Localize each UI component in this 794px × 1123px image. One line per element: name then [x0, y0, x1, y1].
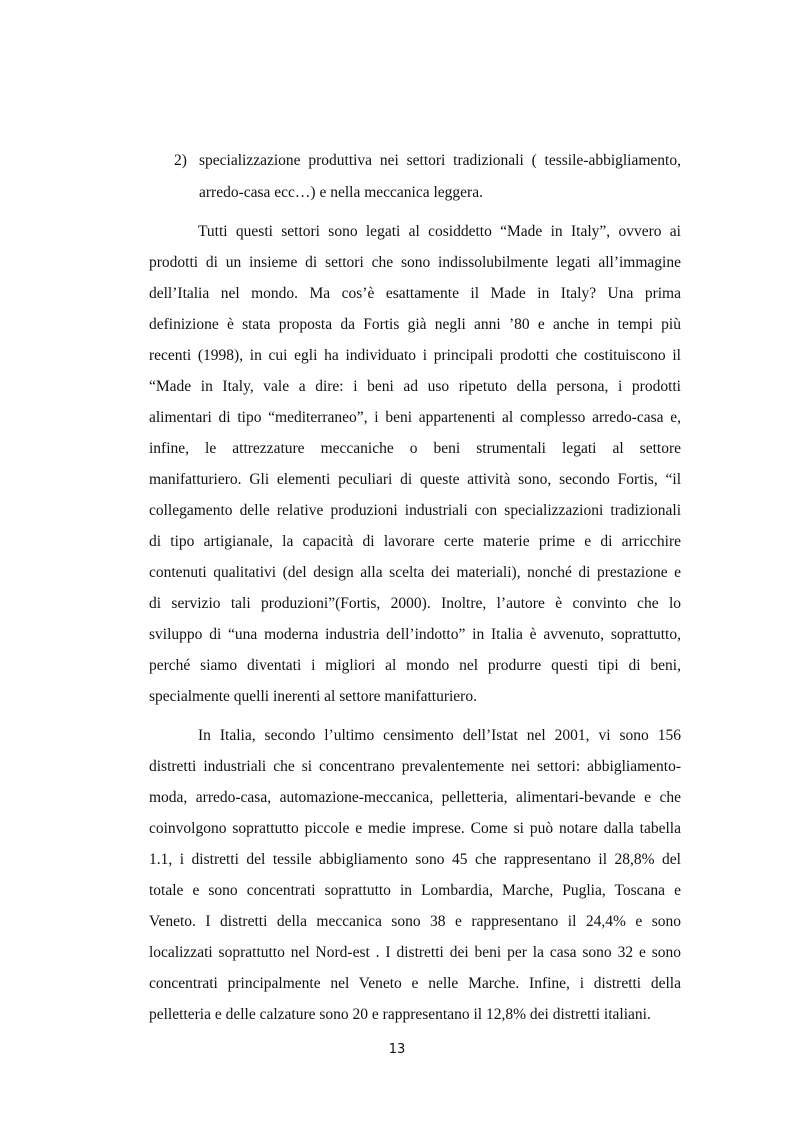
list-item-line: arredo-casa ecc…) e nella meccanica leggera. — [199, 184, 483, 201]
paragraph-line: Veneto. I distretti della meccanica sono 38 e rappresentano il 24,4% e sono — [149, 913, 681, 930]
paragraph-line: specialmente quelli inerenti al settore manifatturiero. — [149, 688, 477, 705]
paragraph-line: dell’Italia nel mondo. Ma cos’è esattamente il Made in Italy? Una prima — [149, 285, 681, 302]
paragraph-line: localizzati soprattutto nel Nord-est . I distretti dei beni per la casa sono 32 e sono — [149, 944, 681, 961]
paragraph-line: “Made in Italy, vale a dire: i beni ad uso ripetuto della persona, i prodotti — [149, 378, 681, 395]
paragraph-line: distretti industriali che si concentrano prevalentemente nei settori: abbigliamento- — [149, 758, 681, 775]
paragraph-line: manifatturiero. Gli elementi peculiari di queste attività sono, secondo Fortis, “il — [149, 471, 681, 488]
paragraph-line: alimentari di tipo “mediterraneo”, i beni appartenenti al complesso arredo-casa e, — [149, 409, 681, 426]
paragraph-line: di tipo artigianale, la capacità di lavorare certe materie prime e di arricchire — [149, 533, 681, 550]
paragraph-line: definizione è stata proposta da Fortis già negli anni ’80 e anche in tempi più — [149, 316, 681, 333]
paragraph-line: recenti (1998), in cui egli ha individuato i principali prodotti che costituiscono il — [149, 347, 681, 364]
paragraph-line: Tutti questi settori sono legati al cosiddetto “Made in Italy”, ovvero ai — [198, 223, 681, 240]
paragraph-line: coinvolgono soprattutto piccole e medie imprese. Come si può notare dalla tabella — [149, 820, 681, 837]
paragraph-line: contenuti qualitativi (del design alla scelta dei materiali), nonché di prestazione e — [149, 564, 681, 581]
paragraph-line: In Italia, secondo l’ultimo censimento dell’Istat nel 2001, vi sono 156 — [198, 727, 681, 744]
list-item-line: specializzazione produttiva nei settori tradizionali ( tessile-abbigliamento, — [199, 152, 681, 169]
paragraph-line: concentrati principalmente nel Veneto e nelle Marche. Infine, i distretti della — [149, 975, 681, 992]
paragraph-line: di servizio tali produzioni”(Fortis, 2000). Inoltre, l’autore è convinto che lo — [149, 595, 681, 612]
paragraph-line: prodotti di un insieme di settori che sono indissolubilmente legati all’immagine — [149, 254, 681, 271]
page-number: 13 — [388, 1042, 406, 1057]
list-item-number: 2) — [174, 152, 187, 169]
paragraph-line: perché siamo diventati i migliori al mondo nel produrre questi tipi di beni, — [149, 657, 681, 674]
paragraph-line: sviluppo di “una moderna industria dell’indotto” in Italia è avvenuto, soprattutto, — [149, 626, 681, 643]
paragraph-line: moda, arredo-casa, automazione-meccanica, pelletteria, alimentari-bevande e che — [149, 789, 681, 806]
paragraph-line: totale e sono concentrati soprattutto in Lombardia, Marche, Puglia, Toscana e — [149, 882, 681, 899]
paragraph-line: infine, le attrezzature meccaniche o beni strumentali legati al settore — [149, 440, 681, 457]
paragraph-line: pelletteria e delle calzature sono 20 e rappresentano il 12,8% dei distretti italiani. — [149, 1006, 651, 1023]
paragraph-line: 1.1, i distretti del tessile abbigliamento sono 45 che rappresentano il 28,8% del — [149, 851, 681, 868]
paragraph-line: collegamento delle relative produzioni industriali con specializzazioni tradizionali — [149, 502, 681, 519]
